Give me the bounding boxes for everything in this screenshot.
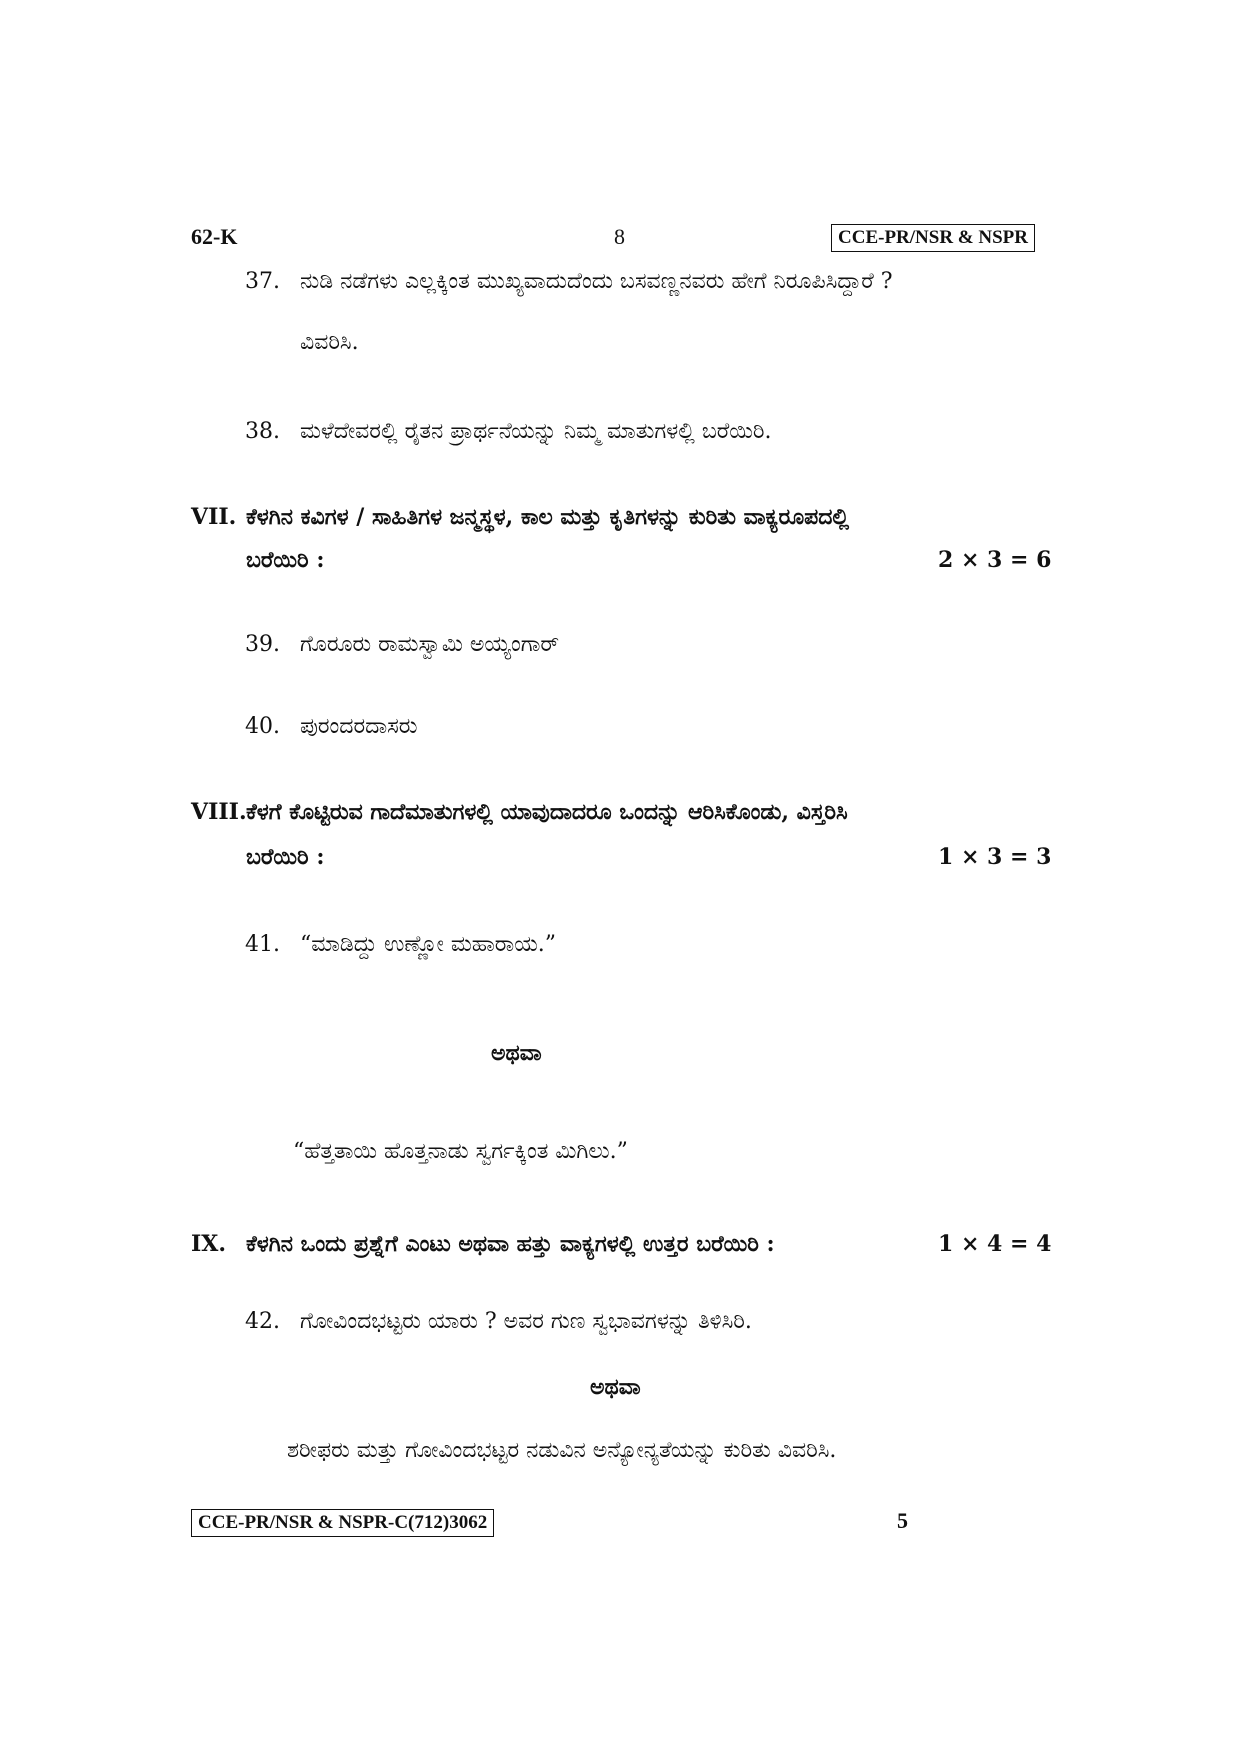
question-text: ಮಳೆದೇವರಲ್ಲಿ ರೈತನ ಪ್ರಾರ್ಥನೆಯನ್ನು ನಿಮ್ಮ ಮಾತುಗಳಲ್ಲಿ ಬರೆಯಿರಿ.	[300, 419, 772, 444]
question-number: 38.	[245, 419, 280, 444]
section-number: VII.	[191, 504, 237, 530]
question-39	[245, 630, 559, 660]
question-number: 39.	[245, 632, 280, 657]
question-37	[245, 267, 893, 297]
question-number: 42.	[245, 1309, 280, 1334]
question-42-alternative: ಶರೀಫರು ಮತ್ತು ಗೋವಿಂದಭಟ್ಟರ ನಡುವಿನ ಅನ್ಯೋನ್ಯತೆಯನ್ನು ಕುರಿತು ವಿವರಿಸಿ.	[287, 1438, 837, 1463]
question-number: 37.	[245, 269, 280, 294]
question-42	[245, 1307, 752, 1337]
question-37-continued: ವಿವರಿಸಿ.	[300, 330, 359, 355]
or-separator: ಅಥವಾ	[491, 1040, 542, 1066]
question-41	[245, 930, 556, 960]
section-instruction: ಕೆಳಗಿನ ಕವಿಗಳ / ಸಾಹಿತಿಗಳ ಜನ್ಮಸ್ಥಳ, ಕಾಲ ಮತ್ತು ಕೃತಿಗಳನ್ನು ಕುರಿತು ವಾಕ್ಯರೂಪದಲ್ಲಿ	[246, 504, 850, 530]
section-vii-instruction-end: ಬರೆಯಿರಿ :	[246, 547, 325, 573]
question-number: 40.	[245, 714, 280, 739]
section-instruction: ಕೆಳಗೆ ಕೊಟ್ಟಿರುವ ಗಾದೆಮಾತುಗಳಲ್ಲಿ ಯಾವುದಾದರೂ ಒಂದನ್ನು ಆರಿಸಿಕೊಂಡು, ವಿಸ್ತರಿಸಿ	[246, 799, 848, 825]
series-box: CCE-PR/NSR & NSPR	[831, 224, 1035, 252]
question-38	[245, 417, 771, 447]
footer-code-box: CCE-PR/NSR & NSPR-C(712)3062	[191, 1509, 494, 1537]
sheet-number: 5	[897, 1508, 908, 1533]
section-vii-heading	[191, 502, 849, 532]
question-text: ನುಡಿ ನಡೆಗಳು ಎಲ್ಲಕ್ಕಿಂತ ಮುಖ್ಯವಾದುದೆಂದು ಬಸವಣ್ಣನವರು ಹೇಗೆ ನಿರೂಪಿಸಿದ್ದಾರೆ ?	[300, 269, 893, 294]
question-number: 41.	[245, 932, 280, 957]
question-40	[245, 712, 417, 742]
page-number: 8	[614, 224, 625, 249]
section-viii-heading	[191, 797, 848, 827]
paper-code: 62-K	[191, 224, 238, 249]
section-viii-marks: 1 × 3 = 3	[938, 844, 1052, 870]
section-vii-marks: 2 × 3 = 6	[938, 547, 1052, 573]
section-ix-marks: 1 × 4 = 4	[938, 1231, 1052, 1257]
section-instruction: ಕೆಳಗಿನ ಒಂದು ಪ್ರಶ್ನೆಗೆ ಎಂಟು ಅಥವಾ ಹತ್ತು ವಾಕ್ಯಗಳಲ್ಲಿ ಉತ್ತರ ಬರೆಯಿರಿ :	[246, 1231, 775, 1257]
question-text: ಗೋವಿಂದಭಟ್ಟರು ಯಾರು ? ಅವರ ಗುಣ ಸ್ವಭಾವಗಳನ್ನು ತಿಳಿಸಿರಿ.	[300, 1309, 752, 1334]
section-viii-instruction-end: ಬರೆಯಿರಿ :	[246, 844, 325, 870]
section-number: IX.	[191, 1231, 227, 1257]
or-separator: ಅಥವಾ	[590, 1374, 641, 1400]
question-text: “ಮಾಡಿದ್ದು ಉಣ್ಣೋ ಮಹಾರಾಯ.”	[300, 932, 556, 957]
question-text: ಗೊರೂರು ರಾಮಸ್ವಾಮಿ ಅಯ್ಯಂಗಾರ್	[300, 632, 560, 657]
question-41-alternative: “ಹೆತ್ತತಾಯಿ ಹೊತ್ತನಾಡು ಸ್ವರ್ಗಕ್ಕಿಂತ ಮಿಗಿಲು.”	[293, 1139, 628, 1164]
question-text: ಪುರಂದರದಾಸರು	[300, 714, 418, 739]
section-number: VIII.	[191, 799, 247, 825]
section-ix-heading	[191, 1229, 775, 1259]
